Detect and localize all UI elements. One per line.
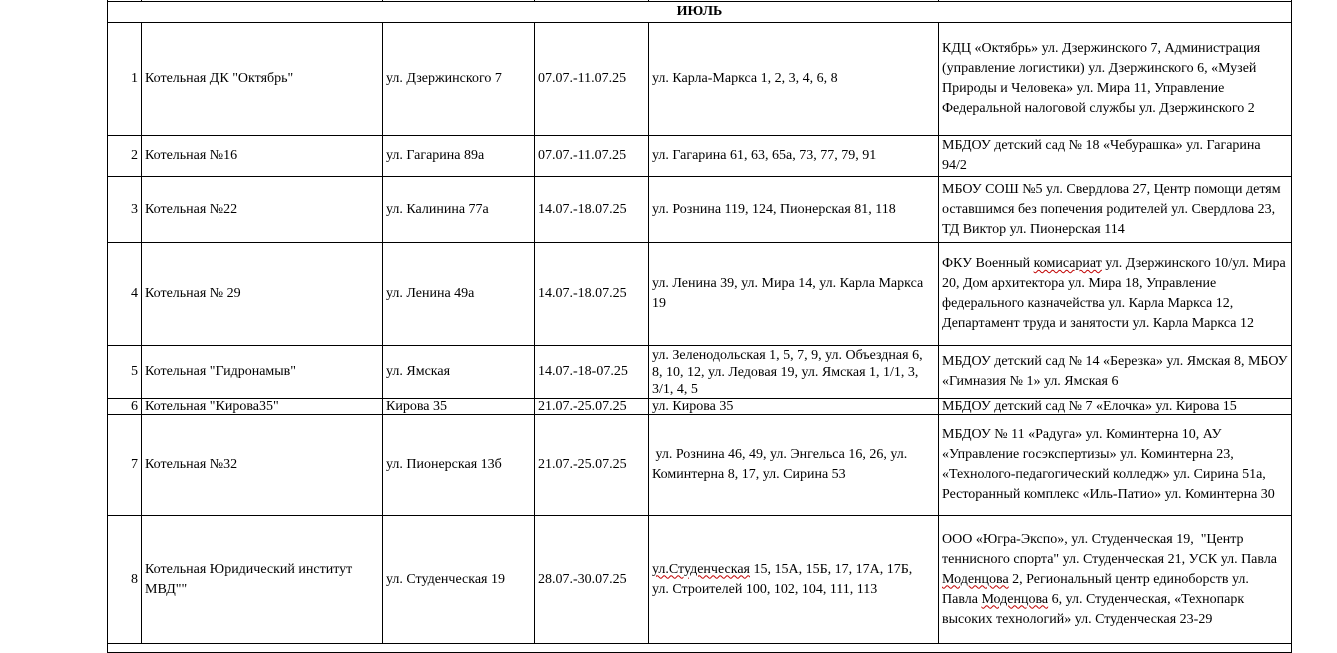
social-text: 6, ул. Студенческая, «Технопарк высоких технологий» ул. Студенческая 23-29 [942, 591, 1248, 627]
social-objects [939, 243, 1292, 346]
social-text: ул. Дзержинского 10/ул. Мира 20, Дом архитектора ул. Мира 18, Управление федерального казначейства ул. Карла Маркса 12, Департамент труда и занятости ул. Карла Маркса 12 [942, 256, 1286, 331]
row-number: 5 [108, 346, 142, 399]
boiler-name: Котельная № 29 [142, 243, 383, 346]
schedule-table [107, 0, 1292, 653]
boiler-name: Котельная №16 [142, 136, 383, 177]
social-text: ООО «Югра-Экспо», ул. Студенческая 19, "Центр теннисного спорта" ул. Студенческая 21, УСК ул. Павла [942, 531, 1281, 567]
boiler-address: ул. Пионерская 13б [383, 415, 535, 516]
houses-list [649, 516, 939, 644]
houses-list: ул. Ленина 39, ул. Мира 14, ул. Карла Маркса 19 [649, 243, 939, 346]
boiler-name: Котельная ДК "Октябрь" [142, 23, 383, 136]
shutdown-dates: 14.07.-18.07.25 [535, 243, 649, 346]
shutdown-dates: 28.07.-30.07.25 [535, 516, 649, 644]
houses-text: 15, 15А, 15Б, 17, 17А, 17Б, ул. Строителей 100, 102, 104, 111, 113 [652, 561, 920, 597]
social-objects: МБДОУ № 11 «Радуга» ул. Коминтерна 10, АУ «Управление госэкспертизы» ул. Коминтерна 23, «Технолого-педагогический колледж» ул. Сирина 51а, Ресторанный комплекс «Иль-Патио» ул. Коминтерна 30 [939, 415, 1292, 516]
misspelled-word: ул.Студенческая [652, 561, 750, 577]
row-number: 6 [108, 399, 142, 415]
shutdown-dates: 21.07.-25.07.25 [535, 399, 649, 415]
row-number: 4 [108, 243, 142, 346]
shutdown-dates: 14.07.-18-07.25 [535, 346, 649, 399]
social-objects: МБОУ СОШ №5 ул. Свердлова 27, Центр помощи детям оставшимся без попечения родителей ул. Свердлова 23, ТД Виктор ул. Пионерская 114 [939, 177, 1292, 243]
boiler-address: ул. Калинина 77а [383, 177, 535, 243]
misspelled-word: Моденцова [942, 571, 1009, 587]
social-objects: КДЦ «Октябрь» ул. Дзержинского 7, Администрация (управление логистики) ул. Дзержинского 6, «Музей Природы и Человека» ул. Мира 11, Управление Федеральной налоговой службы ул. Дзержинского 2 [939, 23, 1292, 136]
shutdown-dates: 07.07.-11.07.25 [535, 23, 649, 136]
month-header-row [108, 2, 1292, 23]
shutdown-dates: 21.07.-25.07.25 [535, 415, 649, 516]
table-row [108, 23, 1292, 136]
table-row [108, 346, 1292, 399]
boiler-address: ул. Гагарина 89а [383, 136, 535, 177]
boiler-name: Котельная "Кирова35" [142, 399, 383, 415]
misspelled-word: Моденцова [981, 591, 1049, 607]
social-objects: МБДОУ детский сад № 14 «Березка» ул. Ямская 8, МБОУ «Гимназия № 1» ул. Ямская 6 [939, 346, 1292, 399]
row-number: 7 [108, 415, 142, 516]
boiler-name: Котельная №32 [142, 415, 383, 516]
shutdown-dates: 14.07.-18.07.25 [535, 177, 649, 243]
boiler-address: ул. Студенческая 19 [383, 516, 535, 644]
boiler-name: Котельная №22 [142, 177, 383, 243]
misspelled-word: комисариат [1033, 256, 1102, 271]
social-objects: МБДОУ детский сад № 18 «Чебурашка» ул. Гагарина 94/2 [939, 136, 1292, 177]
houses-list: ул. Гагарина 61, 63, 65а, 73, 77, 79, 91 [649, 136, 939, 177]
boiler-address: Кирова 35 [383, 399, 535, 415]
boiler-address: ул. Ямская [383, 346, 535, 399]
boiler-name: Котельная Юридический институт МВД"" [142, 516, 383, 644]
next-row-edge [108, 644, 1292, 653]
houses-list: ул. Рознина 46, 49, ул. Энгельса 16, 26, ул. Коминтерна 8, 17, ул. Сирина 53 [649, 415, 939, 516]
social-text: ФКУ Военный [942, 256, 1034, 271]
month-title: ИЮЛЬ [108, 2, 1292, 23]
row-number: 3 [108, 177, 142, 243]
boiler-address: ул. Ленина 49а [383, 243, 535, 346]
social-text: 2, Региональный центр единоборств ул. Павла [942, 571, 1253, 607]
houses-list: ул. Зеленодольская 1, 5, 7, 9, ул. Объездная 6, 8, 10, 12, ул. Ледовая 19, ул. Ямская 1, 1/1, 3, 3/1, 4, 5 [649, 346, 939, 399]
boiler-address: ул. Дзержинского 7 [383, 23, 535, 136]
houses-list: ул. Рознина 119, 124, Пионерская 81, 118 [649, 177, 939, 243]
table-row [108, 243, 1292, 346]
houses-list: ул. Кирова 35 [649, 399, 939, 415]
row-number: 2 [108, 136, 142, 177]
social-objects [939, 516, 1292, 644]
boiler-name: Котельная "Гидронамыв" [142, 346, 383, 399]
row-number: 1 [108, 23, 142, 136]
houses-list: ул. Карла-Маркса 1, 2, 3, 4, 6, 8 [649, 23, 939, 136]
social-objects: МБДОУ детский сад № 7 «Елочка» ул. Кирова 15 [939, 399, 1292, 415]
table-row [108, 136, 1292, 177]
row-number: 8 [108, 516, 142, 644]
shutdown-dates: 07.07.-11.07.25 [535, 136, 649, 177]
table-row [108, 516, 1292, 644]
table-row [108, 415, 1292, 516]
table-row [108, 399, 1292, 415]
table-row [108, 177, 1292, 243]
